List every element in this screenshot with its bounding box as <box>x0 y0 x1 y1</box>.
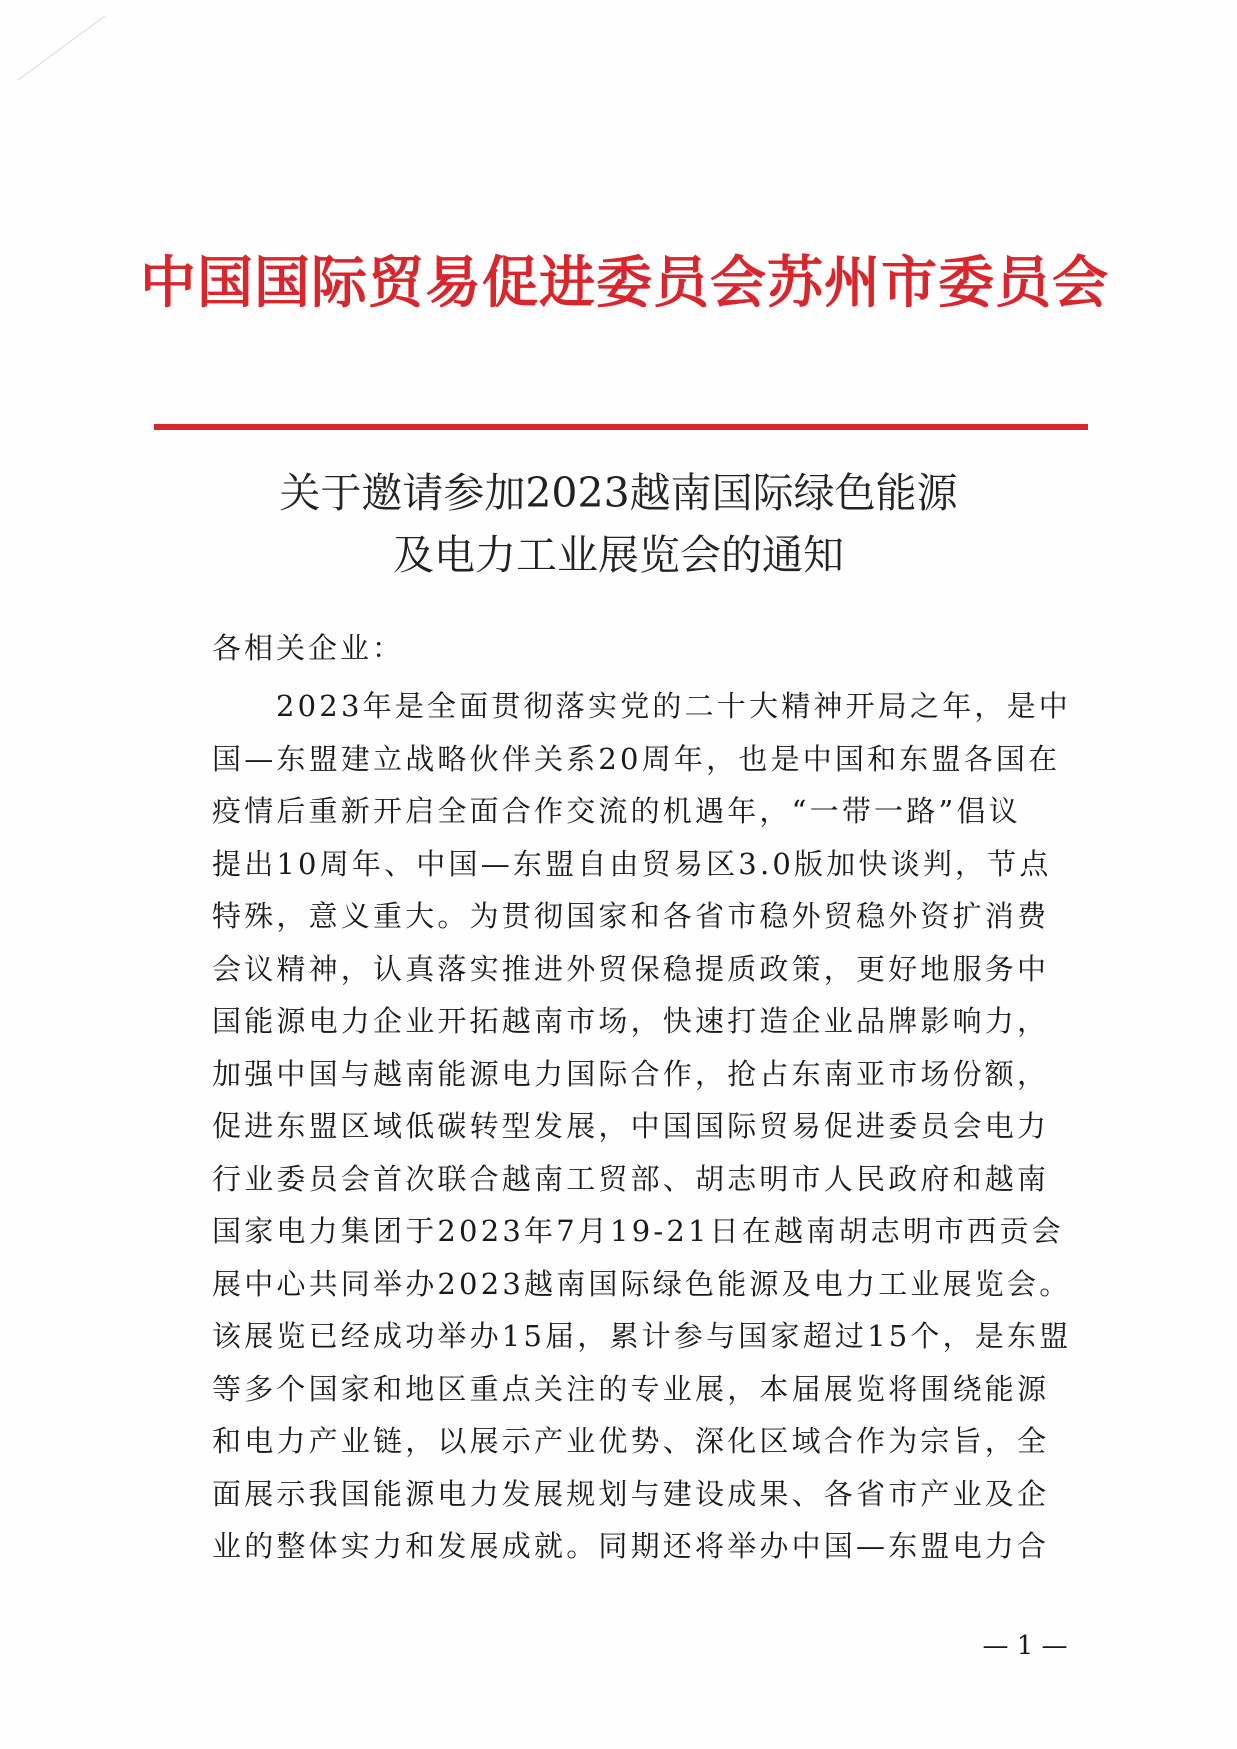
salutation: 各相关企业： <box>212 631 405 665</box>
body-line: 促进东盟区域低碳转型发展，中国国际贸易促进委员会电力 <box>212 1109 1050 1143</box>
body-line: 等多个国家和地区重点关注的专业展，本届展览将围绕能源 <box>212 1371 1050 1406</box>
body-line: 特殊，意义重大。为贯彻国家和各省市稳外贸稳外资扩消费 <box>212 899 1050 933</box>
body-line: 疫情后重新开启全面合作交流的机遇年，“一带一路”倡议 <box>212 794 1021 828</box>
body-text <box>212 680 1082 1573</box>
document-title-line-1: 关于邀请参加2023越南国际绿色能源 <box>279 469 958 517</box>
body-line: 业的整体实力和发展成就。同期还将举办中国—东盟电力合 <box>212 1529 1050 1563</box>
body-line: 国—东盟建立战略伙伴关系20周年，也是中国和东盟各国在 <box>212 741 1061 776</box>
body-line: 提出10周年、中国—东盟自由贸易区3.0版加快谈判，节点 <box>212 846 1052 881</box>
red-divider-line <box>154 424 1088 430</box>
page-number: — 1 — <box>982 1631 1068 1661</box>
body-line: 会议精神，认真落实推进外贸保稳提质政策，更好地服务中 <box>212 951 1050 986</box>
scan-crease-mark <box>10 10 120 100</box>
body-line: 和电力产业链，以展示产业优势、深化区域合作为宗旨，全 <box>212 1424 1050 1458</box>
body-line: 行业委员会首次联合越南工贸部、胡志明市人民政府和越南 <box>212 1161 1050 1196</box>
document-title <box>0 462 1237 586</box>
body-line: 国能源电力企业开拓越南市场，快速打造企业品牌影响力， <box>212 1004 1050 1038</box>
body-line: 加强中国与越南能源电力国际合作，抢占东南亚市场份额， <box>212 1056 1050 1091</box>
body-line: 2023年是全面贯彻落实党的二十大精神开局之年，是中 <box>276 689 1072 723</box>
body-line: 国家电力集团于2023年7月19-21日在越南胡志明市西贡会 <box>212 1214 1064 1248</box>
document-title-line-2: 及电力工业展览会的通知 <box>393 531 844 579</box>
organization-header: 中国国际贸易促进委员会苏州市委员会 <box>140 250 1109 316</box>
body-line: 展中心共同举办2023越南国际绿色能源及电力工业展览会。 <box>212 1266 1072 1301</box>
body-line: 面展示我国能源电力发展规划与建设成果、各省市产业及企 <box>212 1476 1050 1511</box>
body-line: 该展览已经成功举办15届，累计参与国家超过15个，是东盟 <box>212 1319 1072 1353</box>
